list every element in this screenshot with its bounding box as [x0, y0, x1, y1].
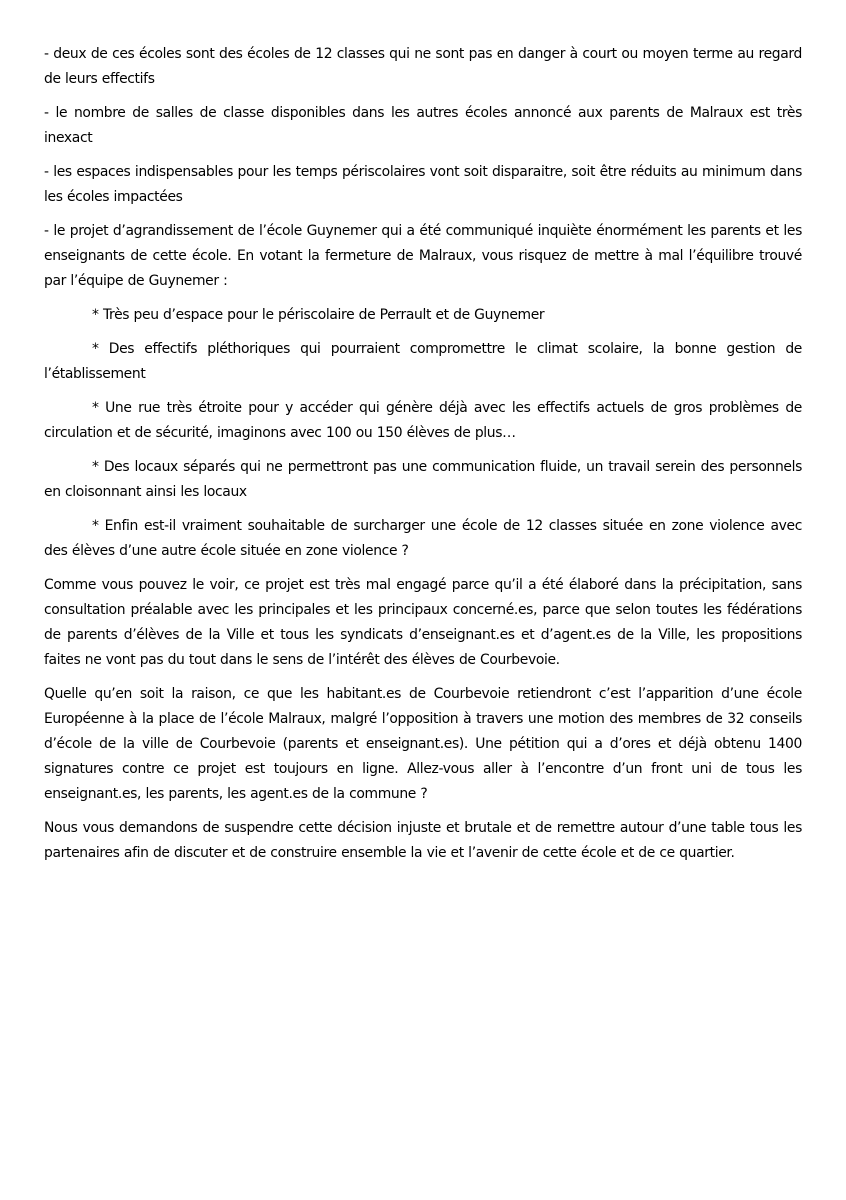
- bullet-item: * Une rue très étroite pour y accéder qui génère déjà avec les effectifs actuels de gros problèmes de circulation et de sécurité, imaginons avec 100 ou 150 élèves de plus…: [44, 400, 802, 441]
- paragraph-project-badly-engaged: Comme vous pouvez le voir, ce projet est très mal engagé parce qu’il a été élaboré dans la précipitation, sans consultation préalable avec les principales et les principaux concerné.es, parce que selon toutes les fédérations de parents d’élèves de la Ville et tous les syndicats d’enseignant.es et d’agent.es de la Ville, les propositions faites ne vont pas du tout dans le sens de l’intérêt des élèves de Courbevoie.: [44, 577, 802, 668]
- bullet-item: * Enfin est-il vraiment souhaitable de surcharger une école de 12 classes située en zone violence avec des élèves d’une autre école située en zone violence ?: [44, 518, 802, 559]
- bullet-item: * Très peu d’espace pour le périscolaire de Perrault et de Guynemer: [92, 307, 545, 323]
- document-page: [44, 42, 802, 875]
- paragraph-guynemer-project: - le projet d’agrandissement de l’école Guynemer qui a été communiqué inquiète énormément les parents et les enseignants de cette école. En votant la fermeture de Malraux, vous risquez de mettre à mal l’équilibre trouvé par l’équipe de Guynemer :: [44, 223, 802, 289]
- paragraph-european-school: Quelle qu’en soit la raison, ce que les habitant.es de Courbevoie retiendront c’est l’apparition d’une école Européenne à la place de l’école Malraux, malgré l’opposition à travers une motion des membres de 32 conseils d’école de la ville de Courbevoie (parents et enseignant.es). Une pétition qui a d’ores et déjà obtenu 1400 signatures contre ce projet est toujours en ligne. Allez-vous aller à l’encontre d’un front uni de tous les enseignant.es, les parents, les agent.es de la commune ?: [44, 686, 802, 802]
- paragraph-schools-not-in-danger: - deux de ces écoles sont des écoles de 12 classes qui ne sont pas en danger à court ou moyen terme au regard de leurs effectifs: [44, 46, 802, 87]
- bullet-item: * Des locaux séparés qui ne permettront pas une communication fluide, un travail serein des personnels en cloisonnant ainsi les locaux: [44, 459, 802, 500]
- paragraph-request-suspension: Nous vous demandons de suspendre cette décision injuste et brutale et de remettre autour d’une table tous les partenaires afin de discuter et de construire ensemble la vie et l’avenir de cette école et de ce quartier.: [44, 820, 802, 861]
- paragraph-periscolaire-spaces: - les espaces indispensables pour les temps périscolaires vont soit disparaitre, soit être réduits au minimum dans les écoles impactées: [44, 164, 802, 205]
- paragraph-classroom-count: - le nombre de salles de classe disponibles dans les autres écoles annoncé aux parents de Malraux est très inexact: [44, 105, 802, 146]
- bullet-item: * Des effectifs pléthoriques qui pourraient compromettre le climat scolaire, la bonne gestion de l’établissement: [44, 341, 802, 382]
